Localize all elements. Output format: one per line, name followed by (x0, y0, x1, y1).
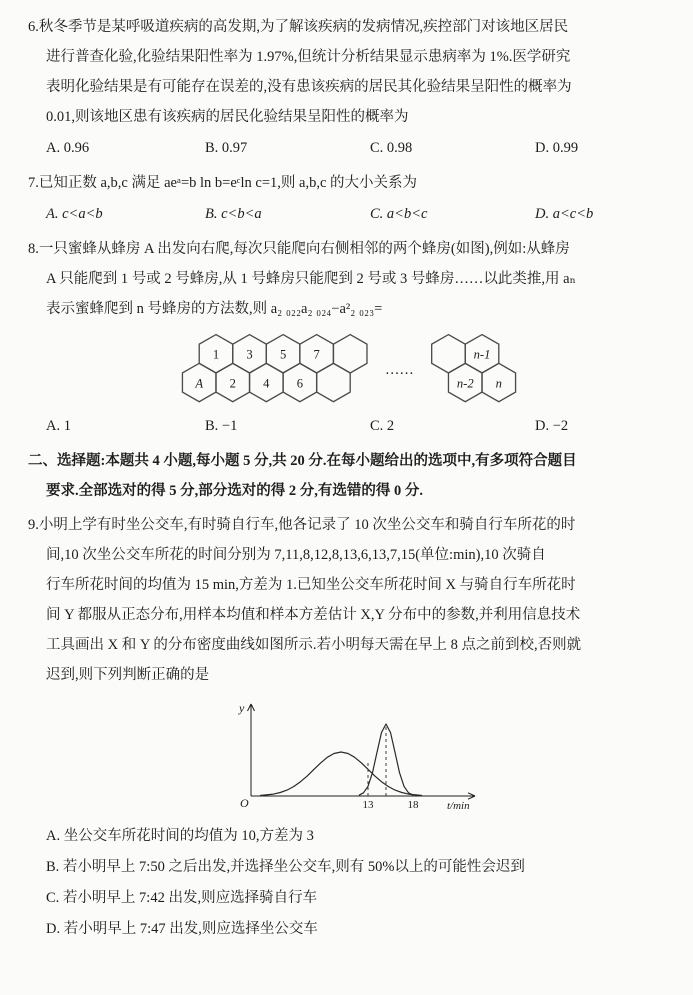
question-8-line: A 只能爬到 1 号或 2 号蜂房,从 1 号蜂房只能爬到 2 号或 3 号蜂房……以此类推,用 aₙ (46, 271, 576, 287)
honeycomb-diagram (180, 331, 518, 405)
option-c: C. 2 (370, 418, 395, 435)
question-8-line: 表示蜜蜂爬到 n 号蜂房的方法数,则 a₂ ₀₂₂a₂ ₀₂₄−a²₂ ₀₂₃= (46, 301, 383, 317)
question-8 (28, 234, 669, 442)
section-2-header-line: 二、选择题:本题共 4 小题,每小题 5 分,共 20 分.在每小题给出的选项中,有多项符合题目 (28, 453, 577, 470)
hex-label-6: 6 (296, 376, 303, 391)
question-9-line: 间,10 次坐公交车所花的时间分别为 7,11,8,12,8,13,6,13,7,15(单位:min),10 次骑自 (46, 547, 546, 564)
hex-label-4: 4 (262, 376, 269, 391)
hex-label-7: 7 (312, 347, 320, 362)
question-7-options (46, 198, 669, 230)
question-9-line: 行车所花时间的均值为 15 min,方差为 1.已知坐公交车所花时间 X 与骑自行车所花时 (46, 577, 576, 594)
hex-label-3: 3 (245, 347, 253, 362)
option-a: A. 0.96 (46, 140, 90, 156)
option-c: C. a<b<c (370, 206, 428, 222)
question-9-line: 9.小明上学有时坐公交车,有时骑自行车,他各记录了 10 次坐公交车和骑自行车所花的时 (28, 517, 576, 534)
y-axis-label: y (239, 701, 245, 716)
question-9-line: 迟到,则下列判断正确的是 (46, 667, 210, 684)
tick-13: 13 (362, 799, 374, 812)
question-8-line: 8.一只蜜蜂从蜂房 A 出发向右爬,每次只能爬向右侧相邻的两个蜂房(如图),例如:从蜂房 (28, 241, 570, 257)
hex-label-A: A (194, 376, 203, 391)
origin-label: O (240, 796, 249, 811)
option-b: B. 若小明早上 7:50 之后出发,并选择坐公交车,则有 50%以上的可能性会迟到 (46, 859, 525, 876)
option-b: B. 0.97 (205, 140, 248, 156)
question-7 (28, 168, 669, 230)
question-9-line: 工具画出 X 和 Y 的分布密度曲线如图所示.若小明每天需在早上 8 点之前到校,否则就 (46, 637, 582, 654)
option-b: B. c<b<a (205, 206, 262, 222)
option-d: D. 0.99 (535, 140, 579, 156)
option-b: B. −1 (205, 418, 238, 435)
section-2-header-line: 要求.全部选对的得 5 分,部分选对的得 2 分,有选错的得 0 分. (46, 483, 423, 500)
question-9-line: 间 Y 都服从正态分布,用样本均值和样本方差估计 X,Y 分布中的参数,并利用信息技术 (46, 607, 581, 624)
option-a: A. 坐公交车所花时间的均值为 10,方差为 3 (46, 828, 314, 845)
bus-time-density-curve (260, 752, 422, 796)
option-d: D. −2 (535, 418, 569, 435)
question-6-line: 表明化验结果是有可能存在误差的,没有患该疾病的居民其化验结果呈阳性的概率为 (46, 79, 572, 95)
question-9 (28, 510, 669, 945)
hex-label-n-1: n-1 (473, 347, 490, 362)
option-c: C. 0.98 (370, 140, 413, 156)
hex-label-n: n (495, 376, 502, 391)
option-d: D. 若小明早上 7:47 出发,则应选择坐公交车 (46, 921, 318, 938)
hex-label-2: 2 (229, 376, 236, 391)
x-axis-label: t/min (447, 800, 470, 813)
hex-label-1: 1 (212, 347, 219, 362)
option-d: D. a<c<b (535, 206, 594, 222)
option-c: C. 若小明早上 7:42 出发,则应选择骑自行车 (46, 890, 318, 907)
question-6 (28, 12, 669, 164)
hex-label-n-2: n-2 (456, 376, 474, 391)
density-curves-chart (223, 696, 483, 813)
option-a: A. 1 (46, 418, 71, 435)
question-6-line: 6.秋冬季节是某呼吸道疾病的高发期,为了解该疾病的发病情况,疾控部门对该地区居民 (28, 19, 569, 35)
question-6-options (46, 132, 669, 164)
tick-18: 18 (407, 799, 419, 812)
ellipsis-dots: …… (384, 362, 414, 379)
question-6-line: 0.01,则该地区患有该疾病的居民化验结果呈阳性的概率为 (46, 109, 409, 125)
option-a: A. c<a<b (46, 206, 103, 222)
question-7-line: 7.已知正数 a,b,c 满足 aeᵃ=b ln b=eᶜln c=1,则 a,b,c 的大小关系为 (28, 175, 417, 191)
question-8-options (46, 410, 669, 442)
question-6-line: 进行普查化验,化验结果阳性率为 1.97%,但统计分析结果显示患病率为 1%.医学研究 (46, 49, 571, 65)
section-2-header (28, 446, 669, 506)
hex-label-5: 5 (279, 347, 286, 362)
